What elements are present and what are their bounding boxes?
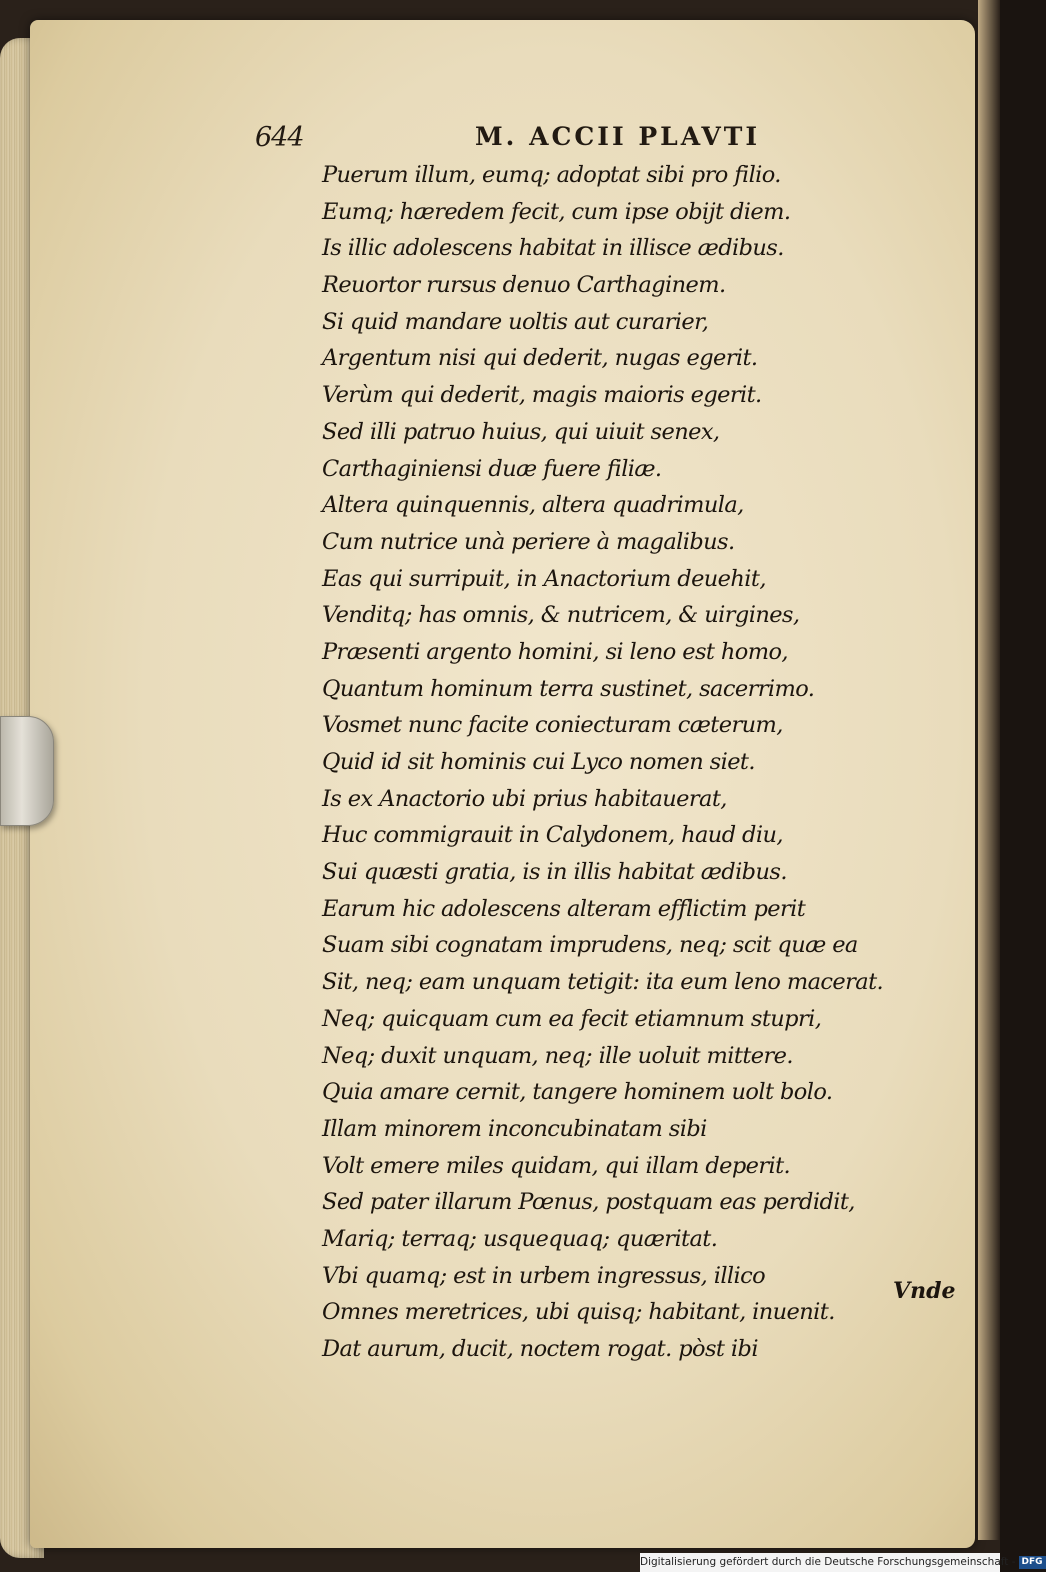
page-gutter-shadow <box>978 0 1000 1540</box>
verse-line: Argentum nisi qui dederit, nugas egerit. <box>322 345 758 372</box>
digitization-footer <box>640 1553 1043 1572</box>
verse-line: Quantum hominum terra sustinet, sacerrimo. <box>322 675 815 702</box>
verse-line: Neq; duxit unquam, neq; ille uoluit mittere. <box>322 1042 793 1069</box>
verse-line: Sui quæsti gratia, is in illis habitat ædibus. <box>322 859 787 886</box>
verse-line: Quia amare cernit, tangere hominem uolt bolo. <box>322 1079 833 1106</box>
page-header <box>255 122 815 162</box>
running-head: M. ACCII PLAVTI <box>475 122 761 151</box>
verse-line: Si quid mandare uoltis aut curarier, <box>322 308 709 335</box>
verse-line: Quid id sit hominis cui Lyco nomen siet. <box>322 749 755 775</box>
verse-line: Vbi quamq; est in urbem ingressus, illico <box>322 1262 766 1289</box>
verse-line: Illam minorem inconcubinatam sibi <box>322 1115 707 1142</box>
verse-line: Suam sibi cognatam imprudens, neq; scit quæ ea <box>322 932 858 959</box>
footer-text: Digitalisierung gefördert durch die Deutsche Forschungsgemeinschaft - <box>640 1556 1016 1568</box>
verse-line: Omnes meretrices, ubi quisq; habitant, inuenit. <box>322 1299 835 1326</box>
verse-line: Is ex Anactorio ubi prius habitauerat, <box>322 785 727 812</box>
page-clip <box>0 716 54 826</box>
verse-line: Huc commigrauit in Calydonem, haud diu, <box>322 822 783 849</box>
dfg-logo: DFG <box>1019 1556 1046 1569</box>
verse-line: Puerum illum, eumq; adoptat sibi pro filio. <box>322 162 781 188</box>
verse-line: Cum nutrice unà periere à magalibus. <box>322 528 735 555</box>
verse-line: Mariq; terraq; usquequaq; quæritat. <box>322 1225 718 1252</box>
verse-line: Venditq; has omnis, & nutricem, & uirgines, <box>322 602 800 629</box>
verse-line: Neq; quicquam cum ea fecit etiamnum stupri, <box>322 1005 822 1032</box>
verse-line: Vosmet nunc facite coniecturam cæterum, <box>322 712 783 739</box>
page-number: 644 <box>255 122 304 153</box>
verse-text <box>322 157 884 1368</box>
verse-line: Earum hic adolescens alteram efflictim perit <box>322 895 806 922</box>
verse-line: Sed pater illarum Pœnus, postquam eas perdidit, <box>322 1189 855 1216</box>
catchword: Vnde <box>893 1278 956 1304</box>
verse-line: Is illic adolescens habitat in illisce ædibus. <box>322 235 784 262</box>
verse-line: Eumq; hæredem fecit, cum ipse obijt diem. <box>322 198 791 225</box>
verse-line: Præsenti argento homini, si leno est homo, <box>322 638 788 665</box>
verse-line: Eas qui surripuit, in Anactorium deuehit, <box>322 565 766 592</box>
verse-line: Verùm qui dederit, magis maioris egerit. <box>322 382 762 409</box>
verse-line: Sed illi patruo huius, qui uiuit senex, <box>322 418 720 445</box>
verse-line: Dat aurum, ducit, noctem rogat. pòst ibi <box>322 1336 758 1362</box>
verse-line: Volt emere miles quidam, qui illam deperit. <box>322 1152 791 1179</box>
verse-line: Reuortor rursus denuo Carthaginem. <box>322 272 726 299</box>
verse-line: Carthaginiensi duæ fuere filiæ. <box>322 455 662 482</box>
verse-line: Altera quinquennis, altera quadrimula, <box>322 492 744 519</box>
verse-line: Sit, neq; eam unquam tetigit: ita eum leno macerat. <box>322 969 884 996</box>
